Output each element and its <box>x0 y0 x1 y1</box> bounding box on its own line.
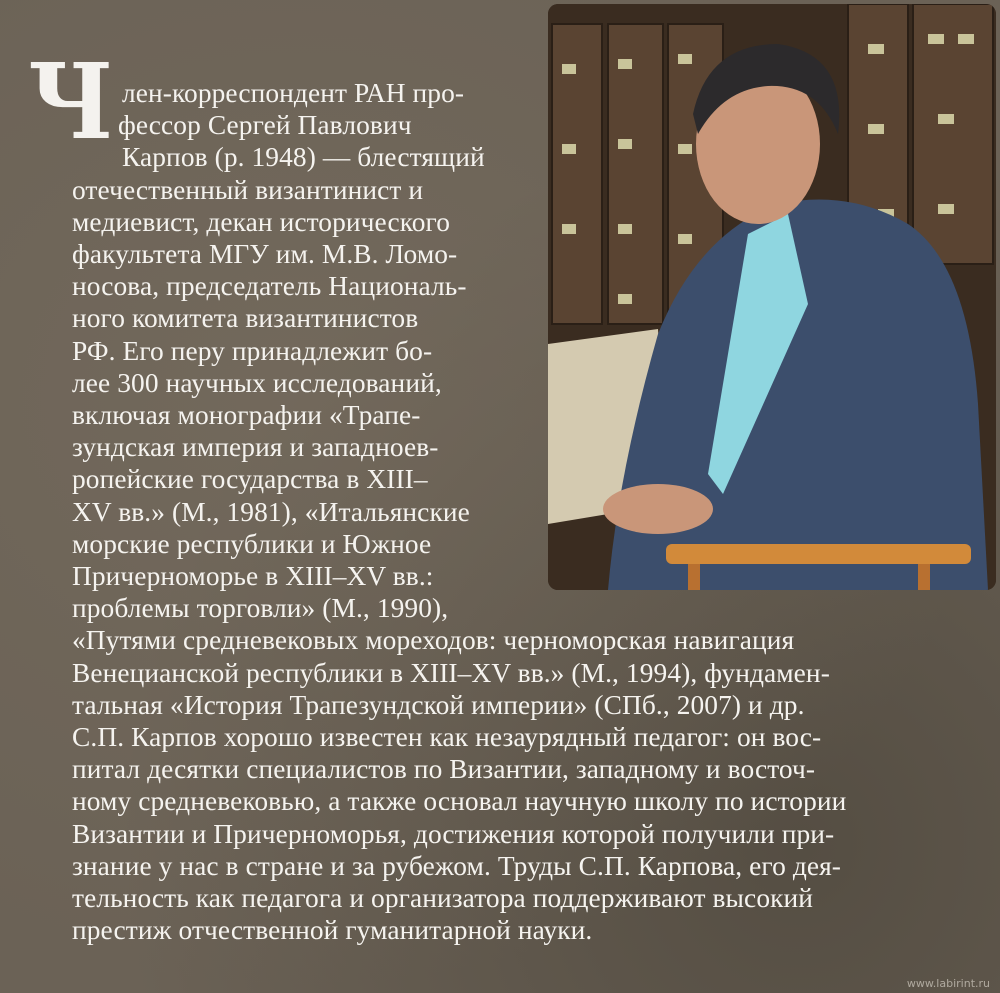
text-line: РФ. Его перу принадлежит бо- <box>72 335 433 366</box>
text-line: питал десятки специалистов по Византии, западному и восточ- <box>72 754 816 785</box>
text-line: отечественный византинист и <box>72 174 424 205</box>
text-line: Византии и Причерноморья, достижения которой получили при- <box>72 818 835 849</box>
text-line: включая монографии «Трапе- <box>72 400 421 430</box>
text-line: тельность как педагога и организатора поддерживают высокий <box>72 883 814 913</box>
text-line: ному средневековью, а также основал научную школу по истории <box>72 786 847 817</box>
text-line: ного комитета византинистов <box>72 303 419 334</box>
text-line: XV вв.» (М., 1981), «Итальянские <box>72 496 470 527</box>
drop-cap-letter: Ч <box>28 40 114 163</box>
text-line: носова, председатель Националь- <box>72 271 467 302</box>
text-line: престиж отчественной гуманитарной науки. <box>72 915 593 946</box>
text-line: Карпов (р. 1948) — блестящий <box>122 142 485 173</box>
text-line: С.П. Карпов хорошо известен как незаурядный педагог: он вос- <box>72 722 822 752</box>
text-line: фессор Сергей Павлович <box>118 110 412 141</box>
text-line: медиевист, декан исторического <box>72 206 450 237</box>
author-portrait-image <box>548 4 996 590</box>
text-line: факультета МГУ им. М.В. Ломо- <box>72 239 458 269</box>
text-line: лее 300 научных исследований, <box>72 367 442 398</box>
text-line: проблемы торговли» (М., 1990), <box>72 593 449 624</box>
text-line: ропейские государства в XIII– <box>72 464 428 495</box>
text-line: «Путями средневековых мореходов: черноморская навигация <box>72 625 795 656</box>
text-line: морские республики и Южное <box>72 528 432 559</box>
text-line: знание у нас в стране и за рубежом. Труды С.П. Карпова, его дея- <box>72 850 842 881</box>
watermark-text: www.labirint.ru <box>906 977 990 990</box>
text-line: зундская империя и западноев- <box>72 432 439 463</box>
text-line: лен-корреспондент РАН про- <box>122 78 465 108</box>
text-line: тальная «История Трапезундской империи» (СПб., 2007) и др. <box>72 689 805 720</box>
author-photo <box>548 4 996 590</box>
text-line: Венецианской республики в XIII–XV вв.» (М., 1994), фундамен- <box>72 657 830 688</box>
text-line: Причерноморье в XIII–XV вв.: <box>72 561 434 591</box>
